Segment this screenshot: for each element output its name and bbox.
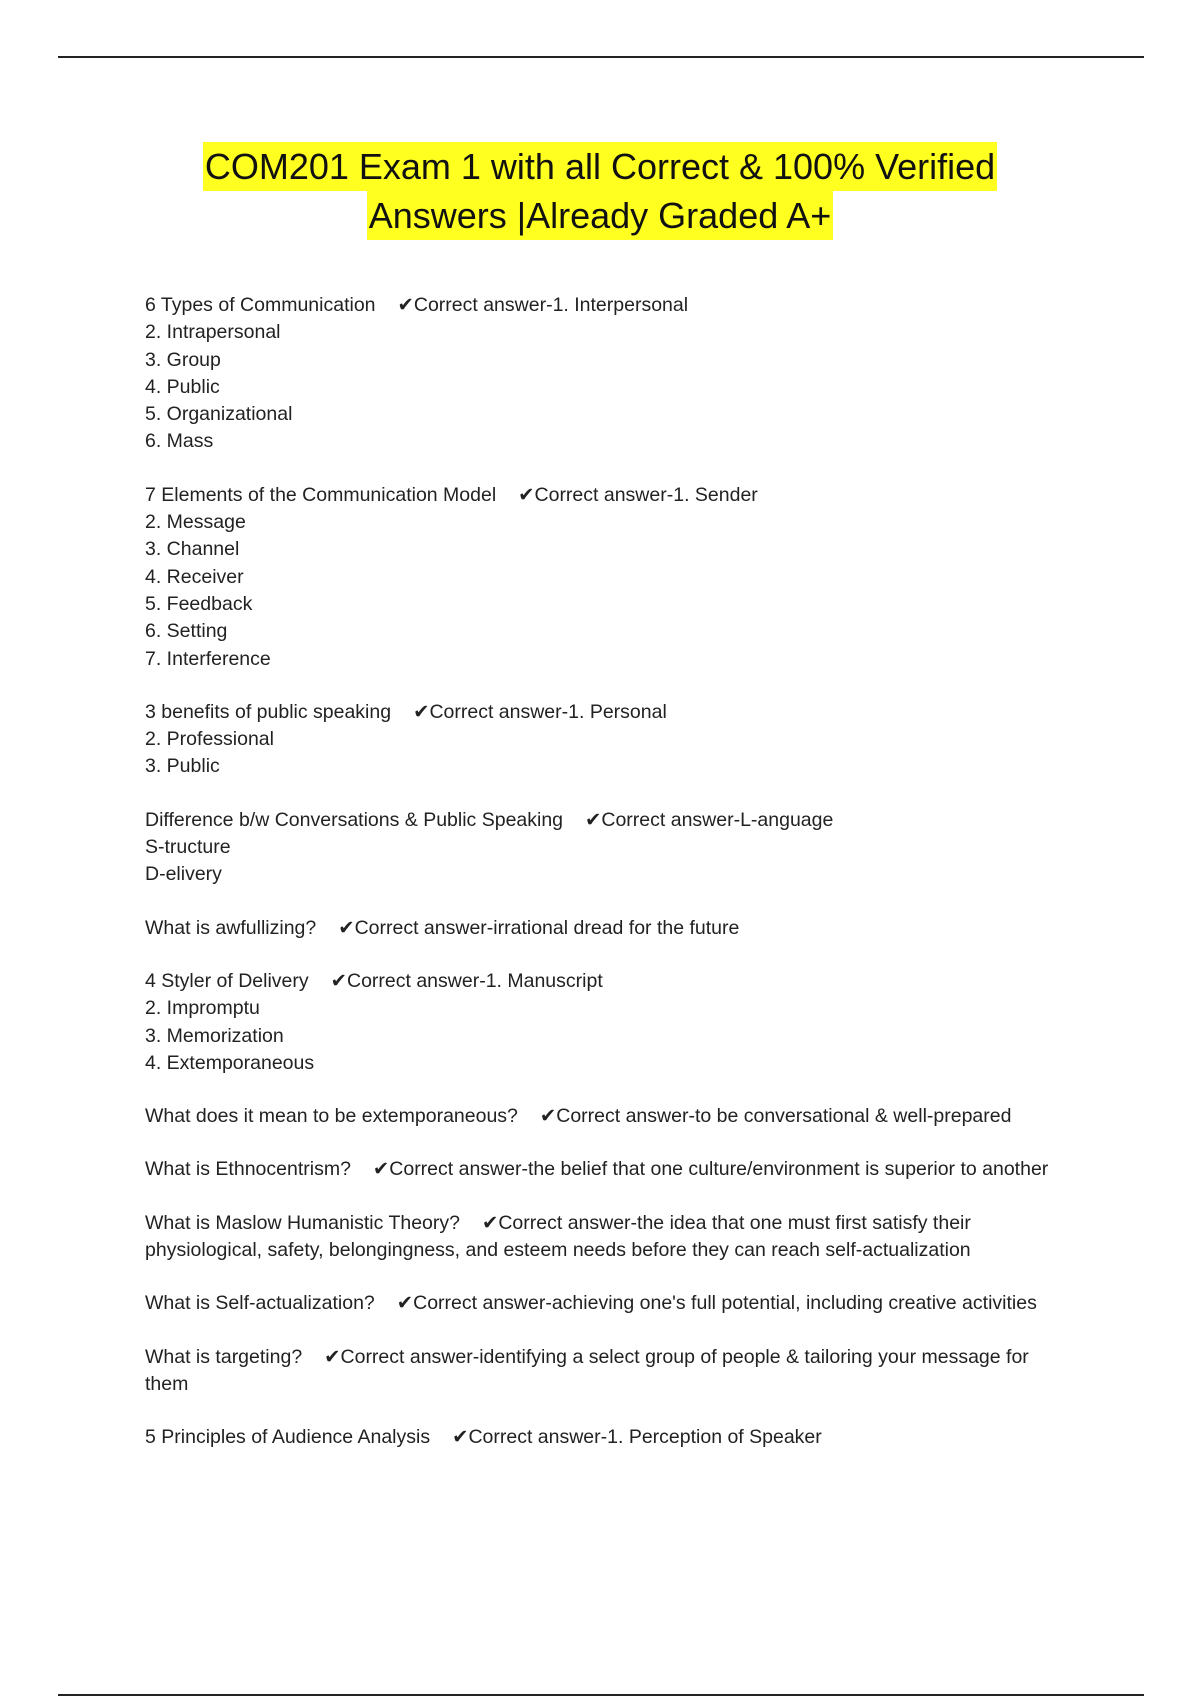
answer-list-item: 5. Feedback: [145, 592, 253, 615]
answer-list-item: 6. Mass: [145, 430, 214, 453]
question-text: 6 Types of Communication: [145, 294, 376, 316]
qa-first-line: [145, 915, 1065, 942]
qa-item: [145, 1344, 1065, 1399]
answer-prefix: Correct answer-: [498, 1211, 638, 1234]
answer-prefix: Correct answer-: [429, 700, 569, 723]
qa-item: [145, 807, 1065, 889]
qa-item: [145, 1156, 1065, 1183]
answer-list-item: 4. Public: [145, 375, 220, 398]
qa-item: [145, 1290, 1065, 1317]
check-mark-icon: ✔: [330, 969, 347, 992]
answer-prefix: Correct answer-: [413, 1292, 552, 1315]
answer-prefix: Correct answer-: [389, 1158, 528, 1181]
question-text: What is awfullizing?: [145, 916, 317, 939]
answer-text: 1. Manuscript: [485, 969, 603, 992]
answer-text: identifying a select group of people & tailoring your message for them: [145, 1345, 1029, 1395]
answer-list-item: 4. Receiver: [145, 565, 244, 588]
answer-list-item: 3. Memorization: [145, 1024, 284, 1047]
check-mark-icon: ✔: [372, 1158, 390, 1181]
answer-prefix: Correct answer-: [340, 1345, 480, 1368]
top-rule: [58, 56, 1144, 58]
check-mark-icon: ✔: [585, 808, 602, 831]
answer-list-item: 4. Extemporaneous: [145, 1051, 315, 1074]
question-text: What is targeting?: [145, 1345, 303, 1368]
title-line-1: COM201 Exam 1 with all Correct & 100% Verified: [203, 142, 997, 191]
question-text: What is Ethnocentrism?: [145, 1158, 351, 1181]
title-line-2: Answers |Already Graded A+: [367, 191, 834, 240]
answer-text: irrational dread for the future: [493, 916, 740, 939]
check-mark-icon: ✔: [518, 483, 535, 506]
question-text: 5 Principles of Audience Analysis: [145, 1426, 431, 1449]
answer-list-item: S-tructure: [145, 836, 231, 859]
check-mark-icon: ✔: [482, 1211, 499, 1234]
answer-prefix: Correct answer-: [601, 808, 741, 831]
answer-list-item: 2. Message: [145, 511, 246, 534]
qa-item: [145, 482, 1065, 673]
answer-text: L-anguage: [740, 808, 834, 831]
answer-list-item: 6. Setting: [145, 620, 228, 643]
check-mark-icon: ✔: [324, 1345, 341, 1368]
qa-first-line: [145, 482, 1065, 509]
qa-first-line: [145, 968, 1065, 995]
qa-item: [145, 1103, 1065, 1130]
answer-list-item: 3. Public: [145, 755, 220, 778]
answer-prefix: Correct answer-: [468, 1426, 608, 1449]
qa-item: [145, 915, 1065, 942]
qa-item: [145, 292, 1065, 456]
qa-first-line: [145, 807, 1065, 834]
answer-list-item: 5. Organizational: [145, 403, 293, 426]
check-mark-icon: ✔: [413, 700, 430, 723]
answer-list-item: 2. Professional: [145, 728, 274, 751]
answer-list-item: 7. Interference: [145, 647, 271, 670]
qa-first-line: [145, 1290, 1065, 1317]
question-text: What does it mean to be extemporaneous?: [145, 1105, 518, 1128]
question-text: 3 benefits of public speaking: [145, 700, 392, 723]
qa-first-line: [145, 699, 1065, 726]
answer-text: achieving one's full potential, including creative activities: [551, 1292, 1037, 1315]
qa-item: [145, 1210, 1065, 1265]
qa-item: [145, 699, 1065, 781]
answer-list-item: 2. Intrapersonal: [145, 321, 281, 344]
answer-prefix: Correct answer-: [346, 969, 486, 992]
qa-item: [145, 968, 1065, 1077]
answer-text: the belief that one culture/environment is superior to another: [527, 1158, 1049, 1181]
document-title: [150, 142, 1050, 240]
question-text: What is Maslow Humanistic Theory?: [145, 1211, 460, 1234]
answer-prefix: Correct answer-: [556, 1105, 695, 1128]
check-mark-icon: ✔: [397, 294, 414, 316]
question-text: What is Self-actualization?: [145, 1292, 375, 1315]
answer-list-item: 3. Channel: [145, 538, 240, 561]
qa-first-line: [145, 1156, 1065, 1183]
answer-text: 1. Perception of Speaker: [607, 1426, 822, 1449]
qa-item: [145, 1424, 1065, 1451]
check-mark-icon: ✔: [539, 1105, 557, 1128]
answer-list-item: 3. Group: [145, 348, 221, 371]
bottom-rule: [58, 1694, 1144, 1696]
answer-text: 1. Interpersonal: [552, 294, 689, 316]
answer-text: to be conversational & well-prepared: [694, 1105, 1012, 1128]
qa-first-line: [145, 1424, 1065, 1451]
answer-text: 1. Sender: [673, 483, 758, 506]
answer-list-item: 2. Impromptu: [145, 997, 260, 1020]
qa-first-line: [145, 1210, 1065, 1265]
qa-first-line: [145, 1103, 1065, 1130]
answer-list-item: D-elivery: [145, 863, 222, 886]
check-mark-icon: ✔: [338, 916, 355, 939]
qa-first-line: [145, 1344, 1065, 1399]
qa-list: [145, 292, 1065, 1478]
answer-text: the idea that one must first satisfy their physiological, safety, belongingness, and esteem needs before they can reach self-actualization: [145, 1211, 971, 1262]
question-text: 4 Styler of Delivery: [145, 969, 309, 992]
check-mark-icon: ✔: [396, 1292, 414, 1315]
question-text: Difference b/w Conversations & Public Speaking: [145, 808, 564, 831]
answer-prefix: Correct answer-: [354, 916, 494, 939]
answer-prefix: Correct answer-: [413, 294, 553, 316]
answer-prefix: Correct answer-: [534, 483, 674, 506]
qa-first-line: [145, 292, 1065, 319]
answer-text: 1. Personal: [568, 700, 667, 723]
question-text: 7 Elements of the Communication Model: [145, 483, 497, 506]
check-mark-icon: ✔: [452, 1426, 469, 1449]
